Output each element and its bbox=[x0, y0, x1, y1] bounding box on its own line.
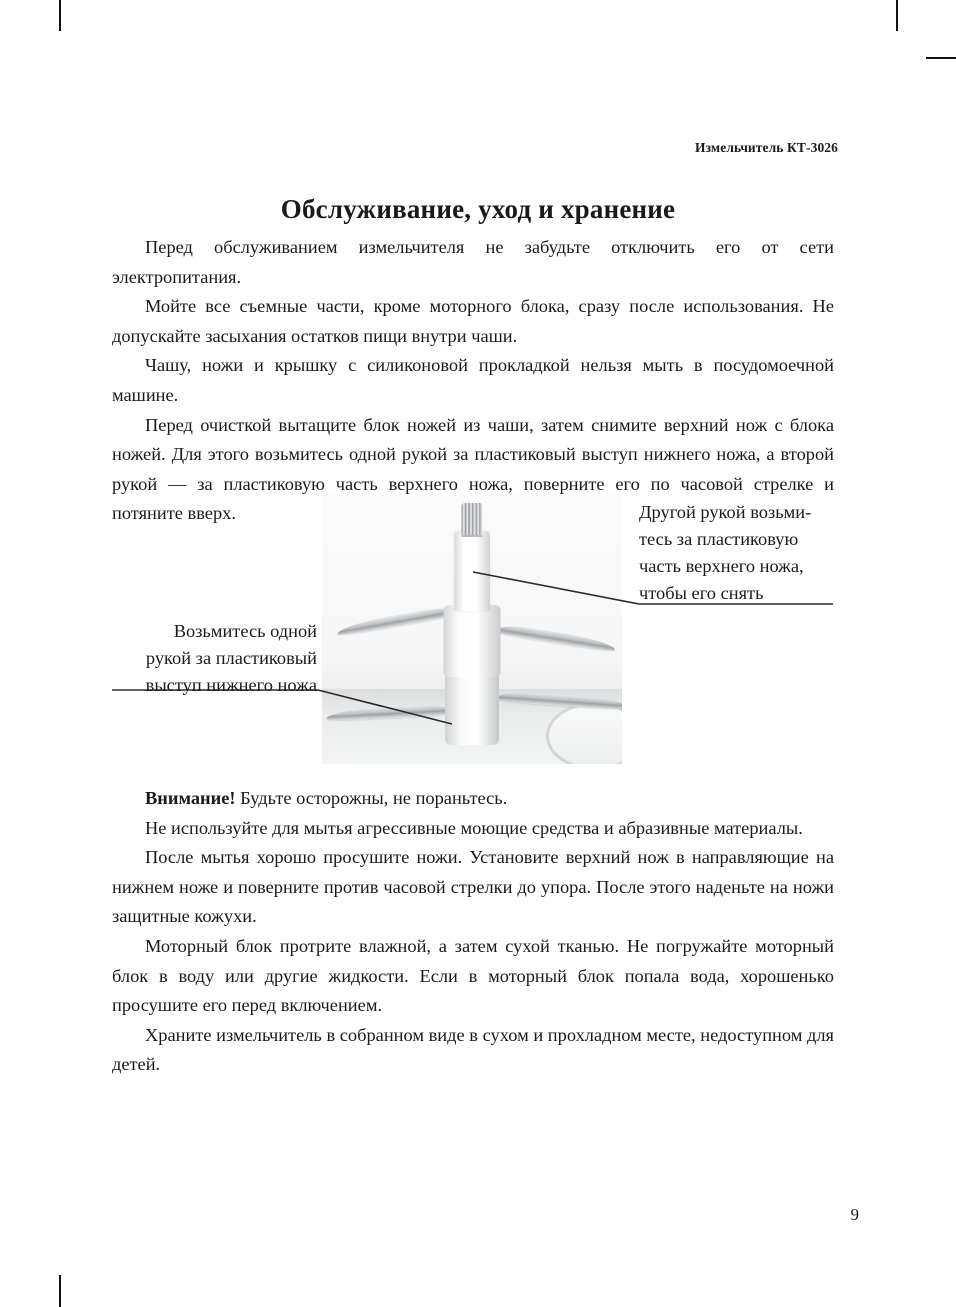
page-title: Обслуживание, уход и хранение bbox=[280, 194, 676, 225]
paragraph: Не используйте для мытья агрессивные моющие средства и абразивные материалы. bbox=[145, 817, 803, 838]
callout-line: чтобы его снять bbox=[639, 583, 764, 603]
callout-line: выступ нижнего ножа bbox=[145, 675, 317, 695]
callout-lower-blade bbox=[112, 618, 317, 699]
paragraph: Перед обслуживанием измельчителя не забудьте отключить его от сети электропитания. bbox=[112, 237, 834, 287]
warning-label: Внимание! bbox=[145, 788, 236, 808]
callout-line: Другой рукой возьми- bbox=[639, 502, 812, 522]
blade-collar bbox=[444, 605, 501, 677]
paragraph: Перед очисткой вытащите блок ножей из чаши, затем снимите верхний нож с блока ножей. Для этого возьмитесь одной рукой за пластиковый выступ нижнего ножа, а второй рукой — за пластиковую часть верхнего ножа, поверните его по часовой стрелке и потяните вверх. bbox=[112, 414, 834, 524]
figure-photo-blade-assembly bbox=[322, 495, 622, 764]
body-text-top bbox=[112, 233, 834, 529]
paragraph: Моторный блок протрите влажной, а затем сухой тканью. Не погружайте моторный блок в воду или другие жидкости. Если в моторный блок попала вода, хорошенько просушите его перед включением. bbox=[112, 935, 834, 1016]
page-number: 9 bbox=[850, 1205, 859, 1224]
crop-mark-top-left bbox=[59, 0, 61, 31]
body-text-bottom bbox=[112, 784, 834, 1080]
paragraph: Чашу, ножи и крышку с силиконовой прокладкой нельзя мыть в посудомоечной машине. bbox=[112, 355, 834, 405]
paragraph: Храните измельчитель в собранном виде в сухом и прохладном месте, недоступном для детей. bbox=[112, 1024, 834, 1075]
splined-drive-tip bbox=[462, 503, 483, 537]
upper-blade-plastic-shaft bbox=[454, 531, 490, 611]
paragraph: После мытья хорошо просушите ножи. Установите верхний нож в направляющие на нижнем ноже и поверните против часовой стрелки до упора. После этого наденьте на ножи защитные кожухи. bbox=[112, 847, 834, 927]
crop-mark-right-upper bbox=[926, 57, 956, 59]
warning-paragraph bbox=[112, 784, 834, 814]
callout-line: Возьмитесь одной bbox=[173, 621, 317, 641]
lower-blade-hub bbox=[445, 673, 499, 745]
callout-line: часть верхнего ножа, bbox=[639, 556, 804, 576]
warning-text: Будьте осторожны, не пораньтесь. bbox=[235, 788, 508, 808]
callout-line: тесь за пластиковую bbox=[639, 529, 799, 549]
crop-mark-top-right bbox=[896, 0, 898, 31]
running-header: Измельчитель КТ-3026 bbox=[695, 140, 838, 155]
callout-line: рукой за пластиковый bbox=[145, 648, 317, 668]
paragraph: Мойте все съемные части, кроме моторного блока, сразу после использования. Не допускайте засыхания остатков пищи внутри чаши. bbox=[112, 296, 834, 346]
crop-mark-bottom-left bbox=[59, 1275, 61, 1307]
callout-upper-blade bbox=[639, 499, 839, 607]
